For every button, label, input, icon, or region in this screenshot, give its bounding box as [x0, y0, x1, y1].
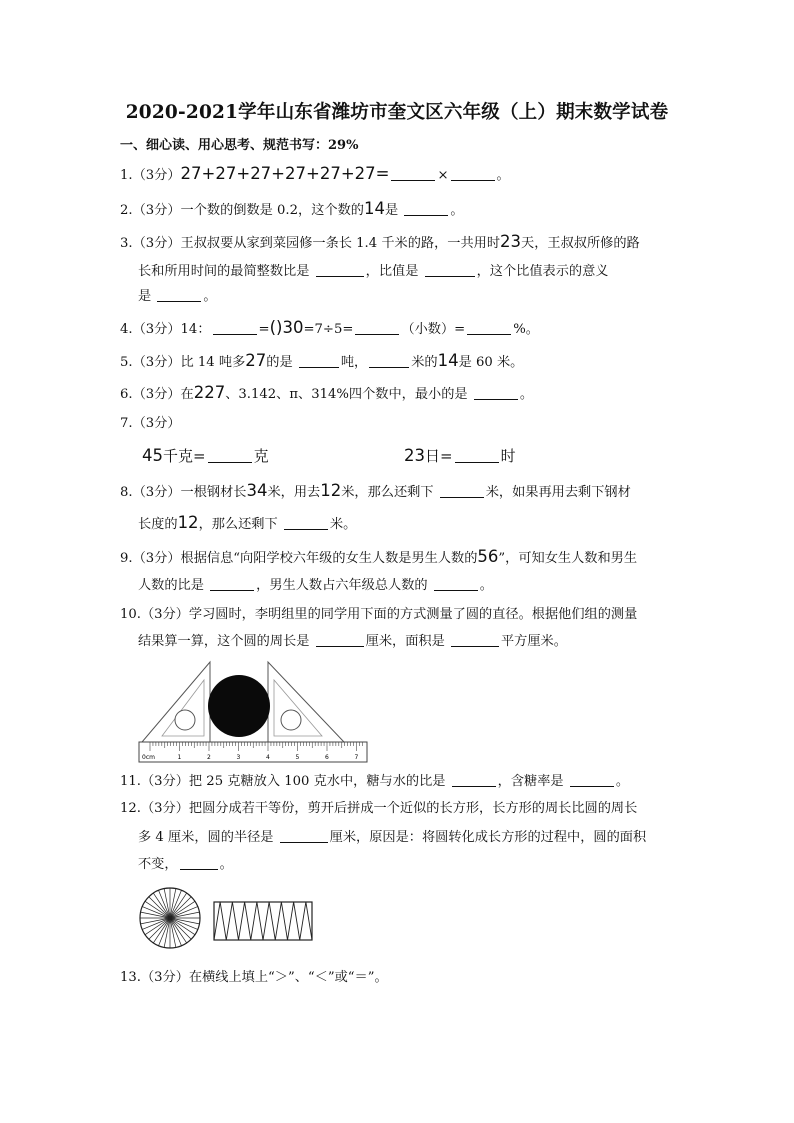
q9-text: 9.（3分）根据信息“向阳学校六年级的女生人数是男生人数的 — [120, 551, 478, 566]
q4-text: =7÷5= — [303, 322, 354, 337]
diameter-measurement-figure — [138, 660, 370, 764]
q8-text: ，那么还剩下 — [198, 517, 278, 532]
q4-text: （小数）= — [401, 322, 466, 337]
answer-blank[interactable] — [299, 353, 339, 368]
answer-blank[interactable] — [425, 262, 475, 277]
q7-text: 千克= — [163, 447, 206, 465]
answer-blank[interactable] — [369, 353, 409, 368]
question-9-line-1 — [120, 547, 637, 569]
answer-blank[interactable] — [570, 772, 614, 787]
question-4 — [120, 318, 539, 340]
q9-text: ，男生人数占六年级总人数的 — [256, 578, 428, 593]
q1-prefix: 1.（3分） — [120, 168, 181, 183]
answer-blank[interactable] — [467, 320, 511, 335]
q6-fraction: 227 — [193, 383, 226, 402]
answer-blank[interactable] — [284, 515, 328, 530]
q10-text: 厘米，面积是 — [365, 634, 445, 649]
ruler-label: 2 — [207, 754, 211, 761]
question-7-part-a — [142, 446, 269, 468]
q1-end: 。 — [496, 168, 510, 183]
q2-text: 是 — [384, 203, 399, 218]
q5-text: 5.（3分）比 14 吨多 — [120, 355, 246, 370]
q11-text: ，含糖率是 — [497, 774, 564, 789]
answer-blank[interactable] — [440, 483, 484, 498]
left-small-circle — [175, 710, 195, 730]
circle-spokes — [140, 888, 200, 948]
question-13 — [120, 968, 388, 988]
ruler-label: 1 — [177, 754, 182, 761]
question-1 — [120, 164, 510, 186]
q12-text: 不变， — [138, 857, 178, 872]
question-7-part-b — [404, 446, 516, 468]
q5-fraction: 14 — [437, 351, 459, 370]
ruler-unit-label: 0cm — [142, 754, 155, 761]
q12-text: 厘米，原因是：将圆转化成长方形的过程中，圆的面积 — [329, 830, 647, 845]
ruler-label: 6 — [325, 754, 329, 761]
ruler-label: 7 — [354, 754, 359, 761]
approx-rectangle — [214, 902, 312, 940]
circle-to-rectangle-figure — [138, 882, 318, 956]
question-11 — [120, 772, 629, 792]
q3-text: ，比值是 — [365, 264, 419, 279]
answer-blank[interactable] — [208, 448, 252, 463]
q12-text: 多 4 厘米，圆的半径是 — [138, 830, 274, 845]
q3-text: ，这个比值表示的意义 — [476, 264, 609, 279]
q6-text: 6.（3分）在 — [120, 387, 194, 402]
answer-blank[interactable] — [280, 828, 328, 843]
ruler-label: 3 — [236, 754, 241, 761]
q5-fraction: 27 — [245, 351, 267, 370]
q5-text: 米的 — [411, 355, 438, 370]
q3-text: 3.（3分）王叔叔要从家到菜园修一条长 1.4 千米的路，一共用时 — [120, 236, 501, 251]
question-2 — [120, 199, 464, 221]
question-3-line-1 — [120, 232, 640, 254]
question-10-line-1 — [120, 605, 637, 625]
right-set-square — [268, 662, 344, 742]
question-9-line-2 — [138, 576, 493, 596]
q4-text: %。 — [513, 322, 539, 337]
q8-text: 米，如果再用去剩下钢材 — [485, 485, 631, 500]
q9-text: 。 — [479, 578, 493, 593]
q5-text: 的是 — [266, 355, 293, 370]
question-5 — [120, 351, 523, 373]
question-3-line-2 — [138, 262, 608, 282]
answer-blank[interactable] — [451, 166, 495, 181]
question-12-line-1 — [120, 799, 637, 819]
answer-blank[interactable] — [355, 320, 399, 335]
q8-text: 长度的 — [138, 517, 178, 532]
q7-fraction: 23 — [404, 446, 425, 465]
question-12-line-3 — [138, 855, 233, 875]
q11-text: 11.（3分）把 25 克糖放入 100 克水中，糖与水的比是 — [120, 774, 446, 789]
q7-fraction: 45 — [142, 446, 163, 465]
right-small-circle — [281, 710, 301, 730]
q8-fraction: 12 — [320, 481, 342, 500]
q8-text: 米，那么还剩下 — [341, 485, 434, 500]
answer-blank[interactable] — [213, 320, 257, 335]
q10-text: 平方厘米。 — [500, 634, 567, 649]
question-3-line-3 — [138, 287, 217, 307]
q3-text: 。 — [203, 289, 217, 304]
question-6 — [120, 383, 533, 405]
q7-text: 7.（3分） — [120, 416, 181, 431]
q3-text: 是 — [138, 289, 152, 304]
q13-text: 13.（3分）在横线上填上“＞”、“＜”或“＝”。 — [120, 970, 388, 985]
q9-text: 人数的比是 — [138, 578, 204, 593]
q9-text: ”，可知女生人数和男生 — [498, 551, 638, 566]
answer-blank[interactable] — [316, 632, 364, 647]
q7-text: 日= — [425, 447, 453, 465]
answer-blank[interactable] — [455, 448, 499, 463]
answer-blank[interactable] — [474, 385, 518, 400]
q2-end: 。 — [450, 203, 464, 218]
answer-blank[interactable] — [451, 632, 499, 647]
answer-blank[interactable] — [452, 772, 496, 787]
answer-blank[interactable] — [404, 201, 448, 216]
answer-blank[interactable] — [180, 855, 218, 870]
question-10-line-2 — [138, 632, 567, 652]
q4-text: 4.（3分）14： — [120, 322, 211, 337]
q8-fraction: 12 — [177, 513, 199, 532]
ruler-label: 5 — [295, 754, 300, 761]
q2-fraction: 14 — [363, 199, 385, 218]
q4-fraction: ()30 — [269, 318, 304, 337]
answer-blank[interactable] — [434, 576, 478, 591]
measured-circle — [208, 675, 270, 737]
q8-text: 8.（3分）一根钢材长 — [120, 485, 247, 500]
q3-text: 天，王叔叔所修的路 — [521, 236, 640, 251]
q6-text: 、3.142、π、314%四个数中，最小的是 — [225, 387, 468, 402]
q8-text: 米。 — [329, 517, 357, 532]
left-set-square — [142, 662, 210, 742]
q8-fraction: 34 — [246, 481, 268, 500]
question-12-line-2 — [138, 828, 646, 848]
q7-text: 时 — [500, 447, 516, 465]
page-title: 2020-2021学年山东省潍坊市奎文区六年级（上）期末数学试卷 — [125, 102, 669, 123]
answer-blank[interactable] — [210, 576, 254, 591]
q11-end: 。 — [615, 774, 629, 789]
section-heading: 一、细心读、用心思考、规范书写：29% — [120, 138, 359, 153]
question-7 — [120, 414, 181, 434]
question-8-line-1 — [120, 481, 631, 503]
q9-fraction: 56 — [477, 547, 499, 566]
q3-fraction: 23 — [500, 232, 522, 251]
q10-text: 结果算一算，这个圆的周长是 — [138, 634, 310, 649]
q1-expression: 27+27+27+27+27+27= — [180, 164, 390, 183]
q6-end: 。 — [519, 387, 533, 402]
q12-text: 12.（3分）把圆分成若干等份，剪开后拼成一个近似的长方形，长方形的周长比圆的周长 — [120, 801, 638, 816]
q5-text: 吨， — [340, 355, 368, 370]
answer-blank[interactable] — [316, 262, 364, 277]
q2-text: 2.（3分）一个数的倒数是 0.2，这个数的 — [120, 203, 364, 218]
q8-text: 米，用去 — [267, 485, 321, 500]
answer-blank[interactable] — [157, 287, 201, 302]
q3-text: 长和所用时间的最简整数比是 — [138, 264, 310, 279]
question-8-line-2 — [138, 513, 356, 535]
q7-text: 克 — [253, 447, 269, 465]
times-sign: × — [437, 168, 449, 183]
answer-blank[interactable] — [391, 166, 435, 181]
q12-text: 。 — [219, 857, 233, 872]
q10-text: 10.（3分）学习圆时，李明组里的同学用下面的方式测量了圆的直径。根据他们组的测量 — [120, 607, 638, 622]
ruler-label: 4 — [266, 754, 270, 761]
q5-text: 是 60 米。 — [458, 355, 524, 370]
q4-text: = — [258, 322, 270, 337]
